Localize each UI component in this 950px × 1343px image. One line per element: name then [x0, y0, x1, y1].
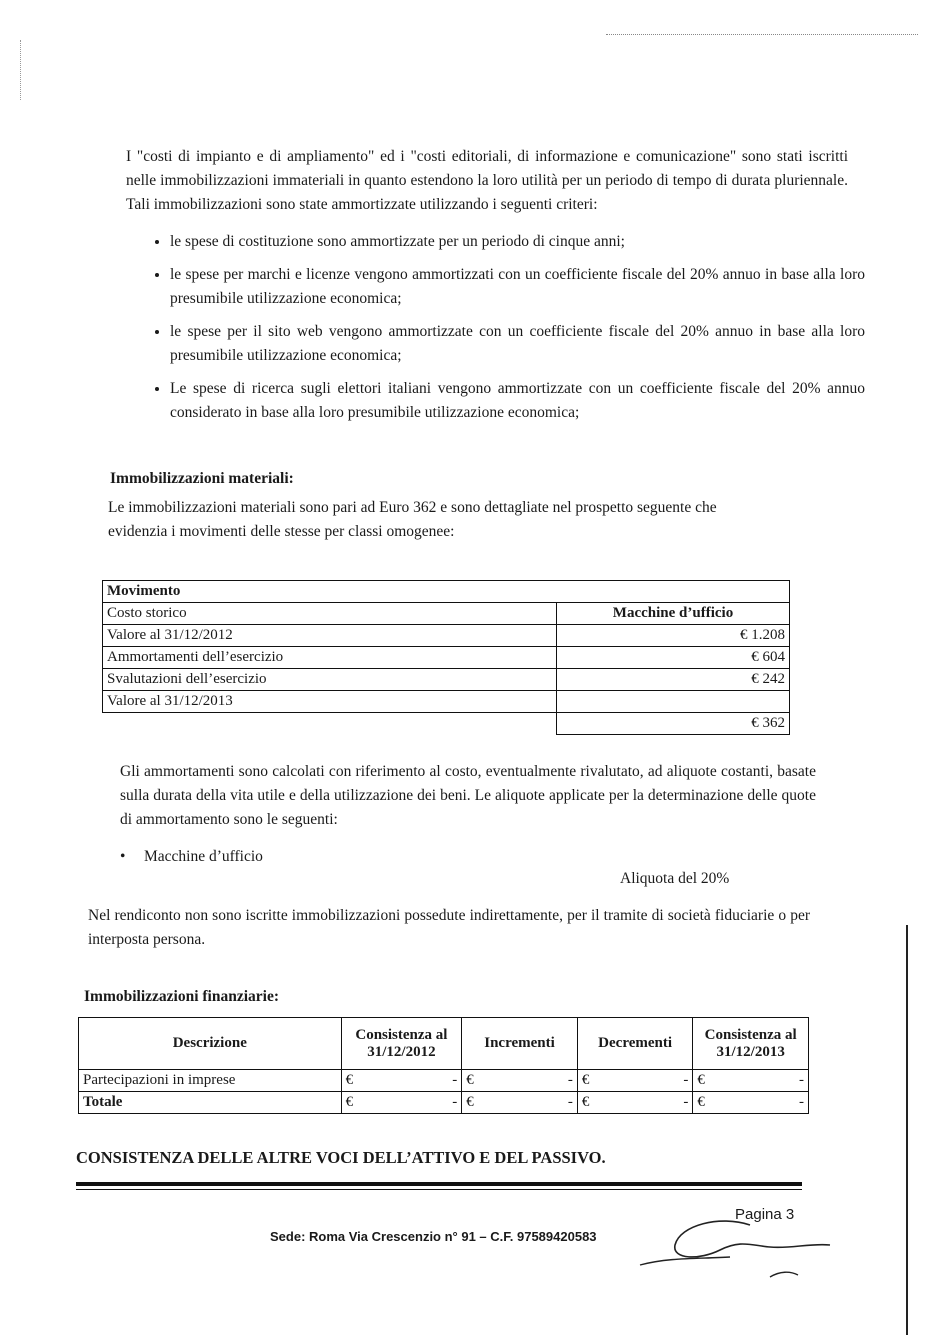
- col-consistenza-2012: Consistenza al 31/12/2012: [341, 1018, 462, 1070]
- cell: € -: [341, 1070, 462, 1092]
- cell: € -: [577, 1070, 693, 1092]
- col-decrementi: Decrementi: [577, 1018, 693, 1070]
- row-label: Ammortamenti dell’esercizio: [103, 647, 557, 669]
- criteria-item: • le spese di costituzione sono ammortizzate per un periodo di cinque anni;: [170, 230, 865, 254]
- row-label: Valore al 31/12/2012: [103, 625, 557, 647]
- col-incrementi: Incrementi: [462, 1018, 578, 1070]
- ammortamenti-paragraph: Gli ammortamenti sono calcolati con riferimento al costo, eventualmente rivalutato, ad aliquote costanti, basate sulla durata della vita utile e della utilizzazione dei beni. Le aliquote applicate per la determinazione delle quote di ammortamento sono le seguenti:: [120, 763, 816, 828]
- scan-artifact-left: [20, 40, 23, 100]
- cell: € -: [577, 1092, 693, 1114]
- intro-paragraph: I "costi di impianto e di ampliamento" ed i "costi editoriali, di informazione e comunicazione" sono stati iscritti nelle immobilizzazioni immateriali in quanto estendono la loro utilità per un periodo di tempo di durata pluriennale. Tali immobilizzazioni sono state ammortizzate utilizzando i seguenti criteri:: [126, 148, 848, 213]
- footer-address: Sede: Roma Via Crescenzio n° 91 – C.F. 97589420583: [270, 1229, 597, 1244]
- criteria-item: • le spese per marchi e licenze vengono ammortizzati con un coefficiente fiscale del 20% annuo in base alla loro presumibile utilizzazione economica;: [170, 263, 865, 311]
- col-descrizione: Descrizione: [79, 1018, 342, 1070]
- row-value: € 242: [557, 669, 790, 691]
- materiali-heading: Immobilizzazioni materiali:: [110, 470, 294, 487]
- row-label: Partecipazioni in imprese: [79, 1070, 342, 1092]
- col-consistenza-2013: Consistenza al 31/12/2013: [693, 1018, 809, 1070]
- row-value: € 1.208: [557, 625, 790, 647]
- cell: € -: [462, 1070, 578, 1092]
- costo-storico-label: Costo storico: [103, 603, 557, 625]
- movimenti-table: [102, 580, 790, 735]
- rendiconto-paragraph: Nel rendiconto non sono iscritte immobilizzazioni possedute indirettamente, per il tramite di società fiduciarie o per interposta persona.: [88, 907, 810, 948]
- criteria-list: [148, 230, 865, 434]
- section-title: CONSISTENZA DELLE ALTRE VOCI DELL’ATTIVO E DEL PASSIVO.: [76, 1148, 606, 1167]
- empty-cell: [103, 713, 557, 735]
- materiali-paragraph: Le immobilizzazioni materiali sono pari ad Euro 362 e sono dettagliate nel prospetto seguente che evidenzia i movimenti delle stesse per classi omogenee:: [108, 499, 717, 540]
- aliquota-value: Aliquota del 20%: [620, 870, 730, 887]
- footer-rule: [76, 1182, 802, 1186]
- row-label: Svalutazioni dell’esercizio: [103, 669, 557, 691]
- criteria-item: • le spese per il sito web vengono ammortizzate con un coefficiente fiscale del 20% annuo in base alla loro presumibile utilizzazione economica;: [170, 320, 865, 368]
- cell: € -: [693, 1092, 809, 1114]
- criteria-item: • Le spese di ricerca sugli elettori italiani vengono ammortizzate con un coefficiente fiscale del 20% annuo considerato in base alla loro presumibile utilizzazione economica;: [170, 377, 865, 425]
- cell: € -: [341, 1092, 462, 1114]
- finanziarie-table: [78, 1017, 809, 1114]
- footer-rule-thin: [76, 1189, 802, 1190]
- scan-artifact-top: [606, 34, 918, 35]
- movimento-label: Movimento: [103, 581, 790, 603]
- aliquota-bullet: •: [120, 848, 126, 865]
- page-number: Pagina 3: [735, 1206, 795, 1223]
- macchine-header: Macchine d’ufficio: [557, 603, 790, 625]
- aliquota-item: Macchine d’ufficio: [144, 848, 263, 865]
- row-value: [557, 691, 790, 713]
- cell: € -: [462, 1092, 578, 1114]
- row-label: Totale: [79, 1092, 342, 1114]
- row-value: € 604: [557, 647, 790, 669]
- finanziarie-heading: Immobilizzazioni finanziarie:: [84, 988, 280, 1005]
- signature-icon: [630, 1215, 840, 1285]
- scan-artifact-right: [906, 925, 908, 1335]
- final-value: € 362: [557, 713, 790, 735]
- row-label: Valore al 31/12/2013: [103, 691, 557, 713]
- cell: € -: [693, 1070, 809, 1092]
